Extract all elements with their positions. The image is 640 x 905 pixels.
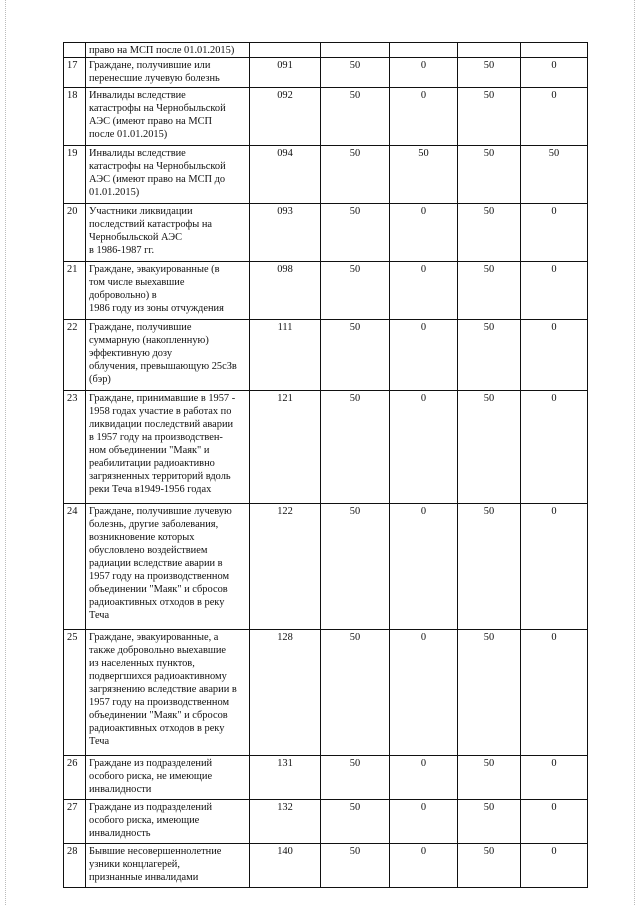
row-number-cell: 17: [64, 58, 86, 88]
category-name-cell: Участники ликвидации последствий катастрофы на Чернобыльской АЭС в 1986-1987 гг.: [86, 204, 250, 262]
value-cell-2: 0: [390, 844, 458, 888]
page-edge-right: [634, 0, 635, 905]
table-row: [64, 630, 588, 756]
value-cell-3: 50: [458, 146, 521, 204]
value-cell-1: 50: [321, 262, 390, 320]
category-code-cell: 094: [250, 146, 321, 204]
value-cell-2: 0: [390, 58, 458, 88]
value-cell-3: [458, 43, 521, 58]
row-number-cell: 23: [64, 391, 86, 504]
value-cell-3: 50: [458, 844, 521, 888]
value-cell-3: 50: [458, 320, 521, 391]
value-cell-3: 50: [458, 630, 521, 756]
value-cell-2: 0: [390, 504, 458, 630]
category-name-cell: Инвалиды вследствие катастрофы на Чернобыльской АЭС (имеют право на МСП до 01.01.2015): [86, 146, 250, 204]
value-cell-3: 50: [458, 262, 521, 320]
category-name-cell: Инвалиды вследствие катастрофы на Чернобыльской АЭС (имеют право на МСП после 01.01.2015): [86, 88, 250, 146]
category-code-cell: 122: [250, 504, 321, 630]
category-name-cell: Граждане из подразделений особого риска, не имеющие инвалидности: [86, 756, 250, 800]
table-row: [64, 320, 588, 391]
value-cell-1: 50: [321, 756, 390, 800]
page-edge-left: [5, 0, 6, 905]
value-cell-3: 50: [458, 58, 521, 88]
row-number-cell: 27: [64, 800, 86, 844]
value-cell-2: 0: [390, 630, 458, 756]
category-code-cell: 121: [250, 391, 321, 504]
value-cell-1: 50: [321, 800, 390, 844]
table-row: [64, 43, 588, 58]
row-number-cell: 25: [64, 630, 86, 756]
table-row: [64, 756, 588, 800]
value-cell-4: 0: [521, 88, 588, 146]
category-name-cell: Граждане из подразделений особого риска, имеющие инвалидность: [86, 800, 250, 844]
value-cell-4: 0: [521, 844, 588, 888]
value-cell-3: 50: [458, 391, 521, 504]
value-cell-3: 50: [458, 756, 521, 800]
value-cell-2: 50: [390, 146, 458, 204]
category-code-cell: 093: [250, 204, 321, 262]
category-name-cell: Граждане, получившие суммарную (накопленную) эффективную дозу облучения, превышающую 25сЗв (бэр): [86, 320, 250, 391]
table-row: [64, 262, 588, 320]
value-cell-2: 0: [390, 204, 458, 262]
row-number-cell: 26: [64, 756, 86, 800]
row-number-cell: 20: [64, 204, 86, 262]
value-cell-2: 0: [390, 391, 458, 504]
value-cell-1: 50: [321, 58, 390, 88]
value-cell-4: 0: [521, 320, 588, 391]
row-number-cell: 18: [64, 88, 86, 146]
value-cell-3: 50: [458, 88, 521, 146]
category-name-cell: Граждане, принимавшие в 1957 - 1958 годах участие в работах по ликвидации последствий аварии в 1957 году на производствен- ном объединении "Маяк" и реабилитации радиоактивно загрязненных территорий вдоль реки Теча в1949-1956 годах: [86, 391, 250, 504]
category-name-cell: право на МСП после 01.01.2015): [86, 43, 250, 58]
category-code-cell: 111: [250, 320, 321, 391]
value-cell-4: 0: [521, 630, 588, 756]
table-row: [64, 88, 588, 146]
category-name-cell: Граждане, эвакуированные (в том числе выехавшие добровольно) в 1986 году из зоны отчуждения: [86, 262, 250, 320]
table-row: [64, 146, 588, 204]
value-cell-1: 50: [321, 320, 390, 391]
value-cell-1: [321, 43, 390, 58]
value-cell-4: 50: [521, 146, 588, 204]
row-number-cell: [64, 43, 86, 58]
category-code-cell: 091: [250, 58, 321, 88]
value-cell-1: 50: [321, 630, 390, 756]
category-code-cell: 132: [250, 800, 321, 844]
value-cell-4: 0: [521, 58, 588, 88]
table-row: [64, 391, 588, 504]
value-cell-1: 50: [321, 844, 390, 888]
value-cell-1: 50: [321, 146, 390, 204]
value-cell-4: 0: [521, 391, 588, 504]
row-number-cell: 28: [64, 844, 86, 888]
value-cell-4: 0: [521, 756, 588, 800]
value-cell-4: 0: [521, 800, 588, 844]
value-cell-3: 50: [458, 800, 521, 844]
benefits-table: [63, 42, 588, 888]
category-name-cell: Бывшие несовершеннолетние узники концлагерей, признанные инвалидами: [86, 844, 250, 888]
value-cell-2: 0: [390, 320, 458, 391]
category-code-cell: [250, 43, 321, 58]
value-cell-3: 50: [458, 504, 521, 630]
row-number-cell: 19: [64, 146, 86, 204]
category-code-cell: 128: [250, 630, 321, 756]
value-cell-1: 50: [321, 391, 390, 504]
category-code-cell: 098: [250, 262, 321, 320]
table-row: [64, 204, 588, 262]
table-row: [64, 504, 588, 630]
category-name-cell: Граждане, получившие лучевую болезнь, другие заболевания, возникновение которых обусловлено воздействием радиации вследствие аварии в 1957 году на производственном объединении "Маяк" и сбросов радиоактивных отходов в реку Теча: [86, 504, 250, 630]
value-cell-4: 0: [521, 204, 588, 262]
value-cell-1: 50: [321, 504, 390, 630]
table-row: [64, 800, 588, 844]
value-cell-4: 0: [521, 262, 588, 320]
category-code-cell: 140: [250, 844, 321, 888]
category-code-cell: 092: [250, 88, 321, 146]
value-cell-1: 50: [321, 204, 390, 262]
value-cell-2: 0: [390, 262, 458, 320]
value-cell-4: [521, 43, 588, 58]
value-cell-2: 0: [390, 800, 458, 844]
row-number-cell: 22: [64, 320, 86, 391]
value-cell-2: [390, 43, 458, 58]
row-number-cell: 21: [64, 262, 86, 320]
table-row: [64, 844, 588, 888]
category-name-cell: Граждане, получившие или перенесшие лучевую болезнь: [86, 58, 250, 88]
value-cell-1: 50: [321, 88, 390, 146]
benefits-table-body: [64, 43, 588, 888]
value-cell-2: 0: [390, 756, 458, 800]
table-row: [64, 58, 588, 88]
row-number-cell: 24: [64, 504, 86, 630]
value-cell-4: 0: [521, 504, 588, 630]
value-cell-2: 0: [390, 88, 458, 146]
value-cell-3: 50: [458, 204, 521, 262]
category-name-cell: Граждане, эвакуированные, а также добровольно выехавшие из населенных пунктов, подвергшихся радиоактивному загрязнению вследствие аварии в 1957 году на производственном объединении "Маяк" и сбросов радиоактивных отходов в реку Теча: [86, 630, 250, 756]
category-code-cell: 131: [250, 756, 321, 800]
